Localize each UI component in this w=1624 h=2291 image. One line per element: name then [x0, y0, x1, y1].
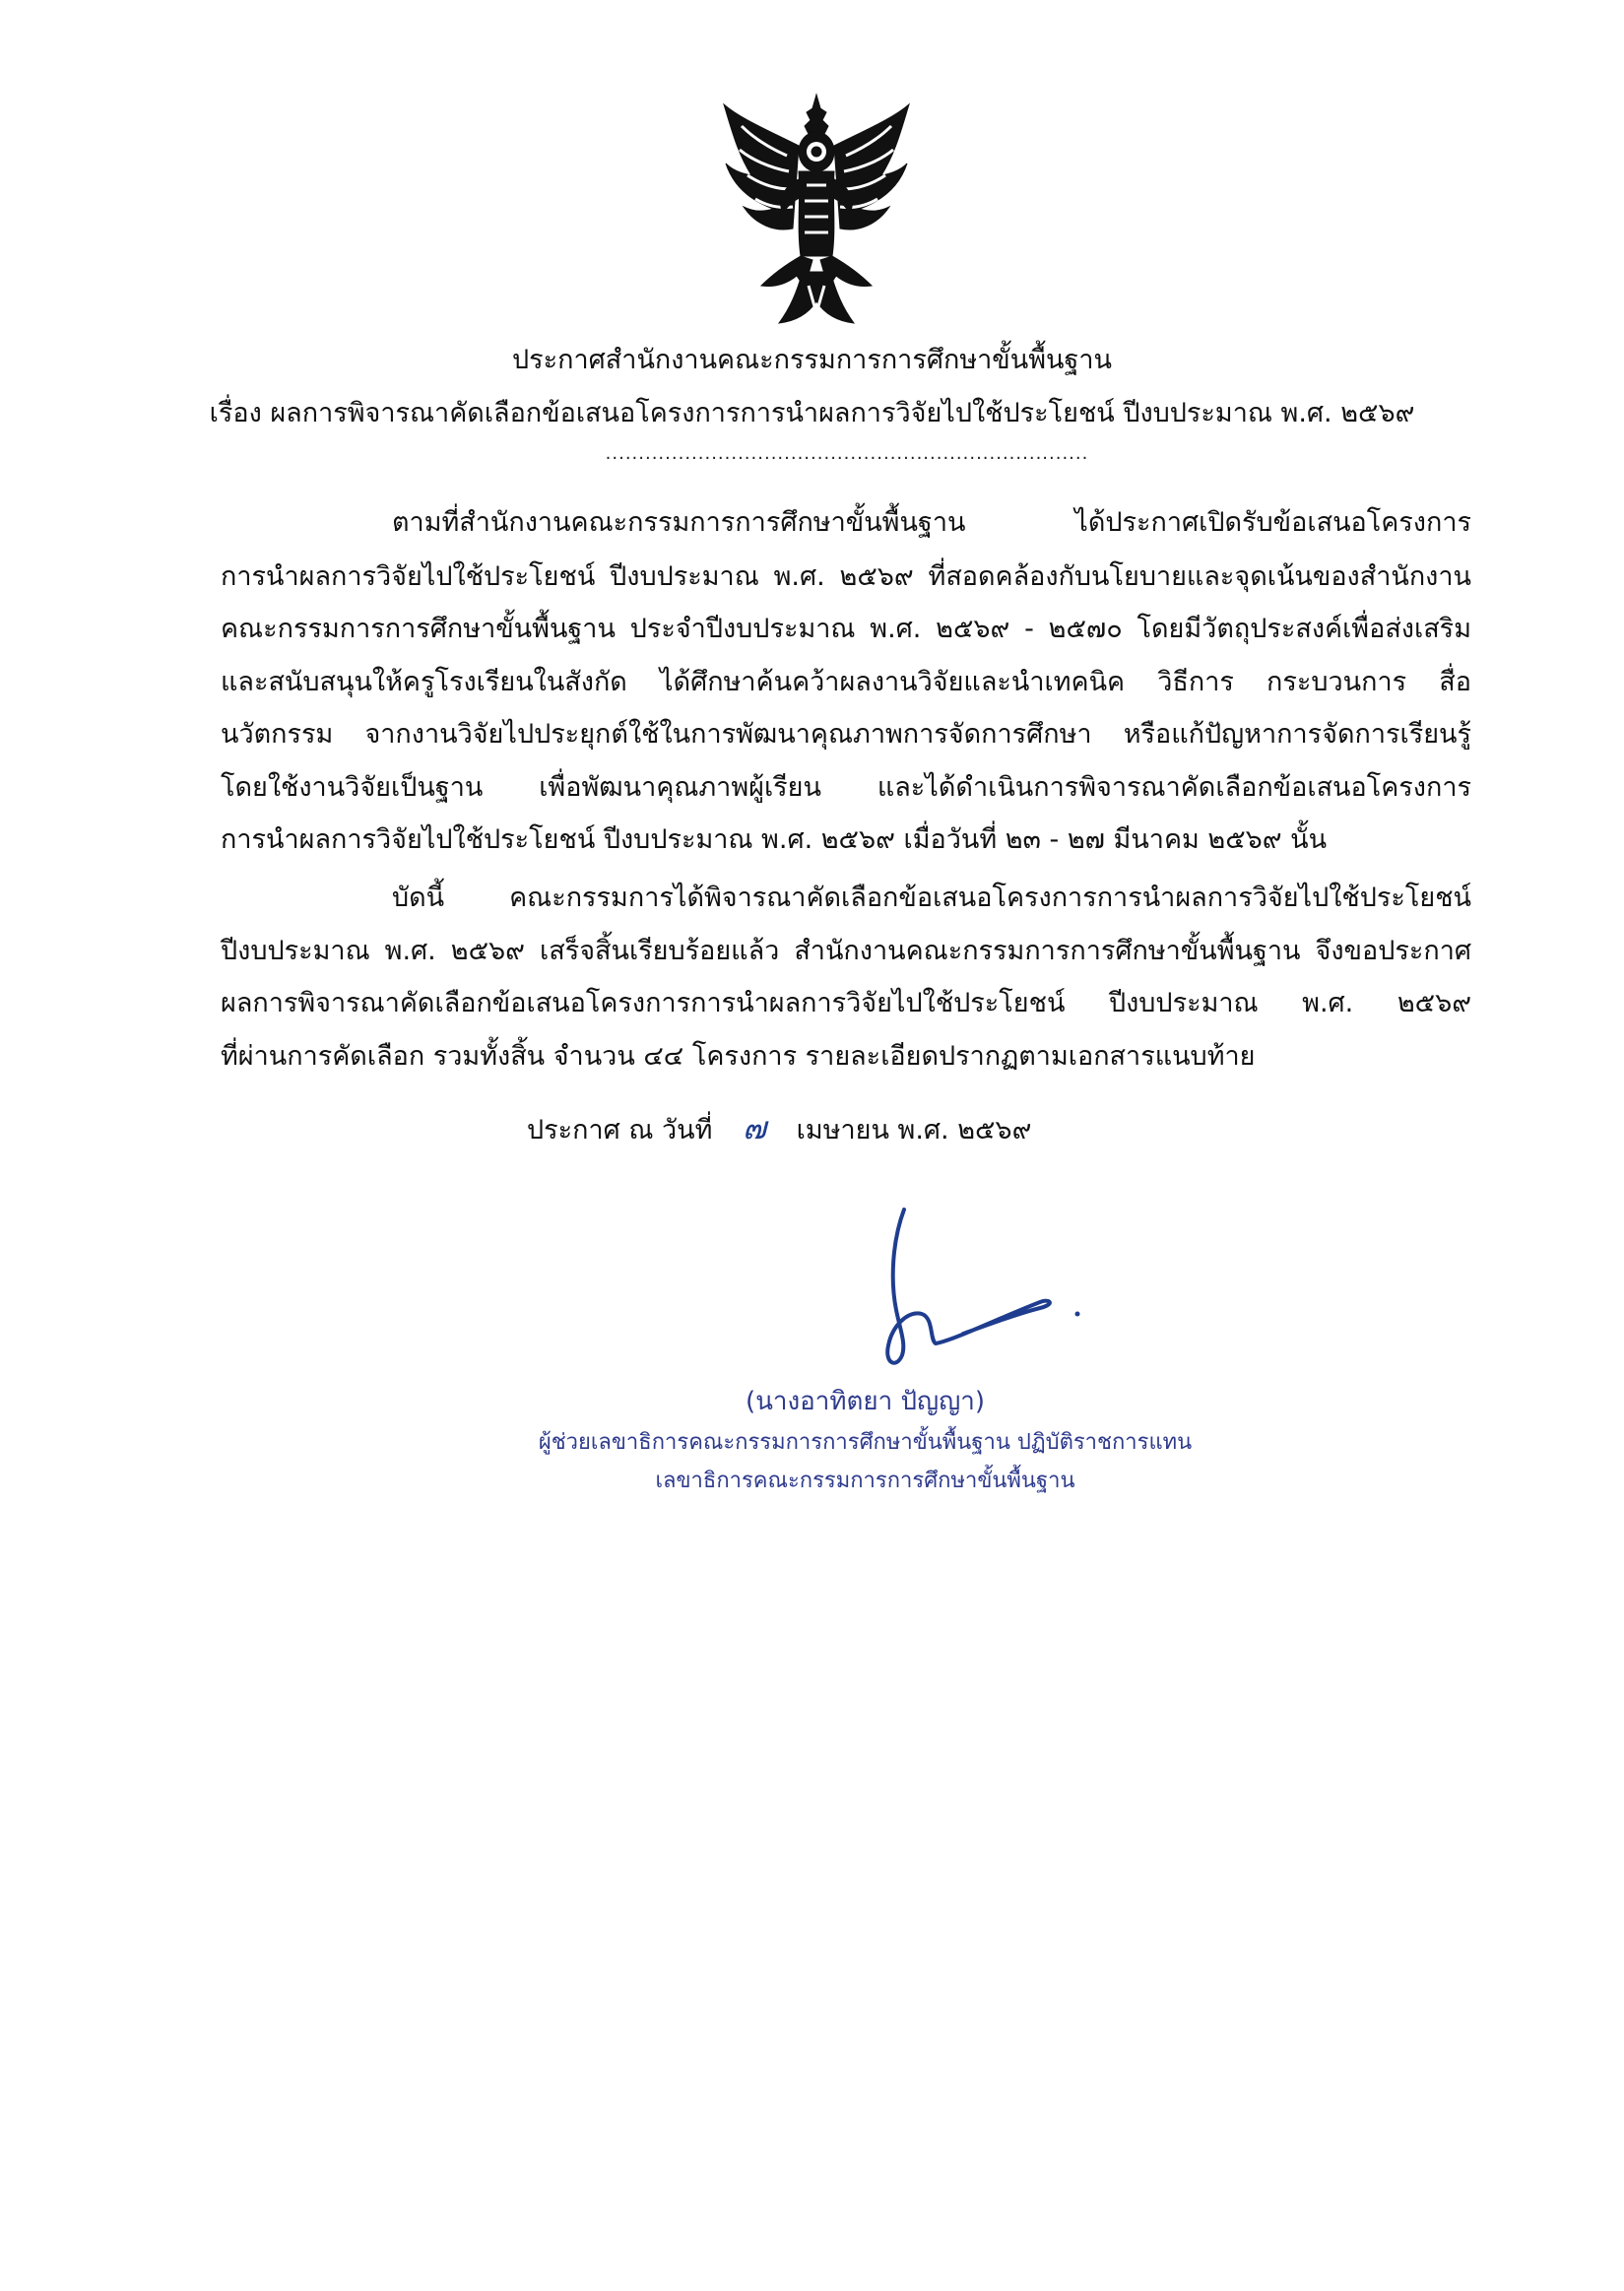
- dotted-separator: .........................................................................: [605, 443, 1089, 464]
- announcement-date: [527, 1103, 1031, 1153]
- paragraph-line: และสนับสนุนให้ครูโรงเรียนในสังกัด ได้ศึกษาค้นคว้าผลงานวิจัยและนำเทคนิค วิธีการ กระบวนการ สื่อ: [221, 667, 1471, 697]
- paragraph-line: การนำผลการวิจัยไปใช้ประโยชน์ ปีงบประมาณ พ.ศ. ๒๕๖๙ ที่สอดคล้องกับนโยบายและจุดเน้นของสำนักงาน: [221, 561, 1471, 592]
- garuda-emblem-icon: [718, 91, 915, 332]
- announcement-subject: เรื่อง ผลการพิจารณาคัดเลือกข้อเสนอโครงการการนำผลการวิจัยไปใช้ประโยชน์ ปีงบประมาณ พ.ศ. ๒๕๖๙: [209, 398, 1415, 428]
- announcement-title: ประกาศสำนักงานคณะกรรมการการศึกษาขั้นพื้นฐาน: [512, 345, 1112, 375]
- paragraph-line: คณะกรรมการการศึกษาขั้นพื้นฐาน ประจำปีงบประมาณ พ.ศ. ๒๕๖๙ - ๒๕๗๐ โดยมีวัตถุประสงค์เพื่อส่งเสริม: [221, 614, 1471, 644]
- paragraph-line: ปีงบประมาณ พ.ศ. ๒๕๖๙ เสร็จสิ้นเรียบร้อยแล้ว สำนักงานคณะกรรมการการศึกษาขั้นพื้นฐาน จึงขอประกาศ: [221, 936, 1471, 966]
- paragraph-line: การนำผลการวิจัยไปใช้ประโยชน์ ปีงบประมาณ พ.ศ. ๒๕๖๙ เมื่อวันที่ ๒๓ - ๒๗ มีนาคม ๒๕๖๙ นั้น: [221, 824, 1328, 855]
- paragraph-line: ที่ผ่านการคัดเลือก รวมทั้งสิ้น จำนวน ๔๔ โครงการ รายละเอียดปรากฏตามเอกสารแนบท้าย: [221, 1041, 1256, 1072]
- paragraph-line: ตามที่สำนักงานคณะกรรมการการศึกษาขั้นพื้นฐาน ได้ประกาศเปิดรับข้อเสนอโครงการ: [392, 507, 1471, 538]
- handwritten-signature: [847, 1182, 1123, 1379]
- date-day-handwritten: ๗: [743, 1109, 767, 1146]
- signer-name: (นางอาทิตยา ปัญญา): [745, 1387, 986, 1416]
- paragraph-line: นวัตกรรม จากงานวิจัยไปประยุกต์ใช้ในการพัฒนาคุณภาพการจัดการศึกษา หรือแก้ปัญหาการจัดการเรียนรู้: [221, 719, 1471, 750]
- paragraph-line: บัดนี้ คณะกรรมการได้พิจารณาคัดเลือกข้อเสนอโครงการการนำผลการวิจัยไปใช้ประโยชน์: [392, 883, 1471, 913]
- date-suffix: เมษายน พ.ศ. ๒๕๖๙: [796, 1115, 1032, 1146]
- date-prefix: ประกาศ ณ วันที่: [527, 1115, 713, 1146]
- signer-position-secondary: เลขาธิการคณะกรรมการการศึกษาขั้นพื้นฐาน: [655, 1469, 1075, 1493]
- signer-position: ผู้ช่วยเลขาธิการคณะกรรมการการศึกษาขั้นพื้นฐาน ปฏิบัติราชการแทน: [538, 1430, 1193, 1455]
- paragraph-line: โดยใช้งานวิจัยเป็นฐาน เพื่อพัฒนาคุณภาพผู้เรียน และได้ดำเนินการพิจารณาคัดเลือกข้อเสนอโครงการ: [221, 772, 1471, 803]
- paragraph-line: ผลการพิจารณาคัดเลือกข้อเสนอโครงการการนำผลการวิจัยไปใช้ประโยชน์ ปีงบประมาณ พ.ศ. ๒๕๖๙: [221, 988, 1471, 1018]
